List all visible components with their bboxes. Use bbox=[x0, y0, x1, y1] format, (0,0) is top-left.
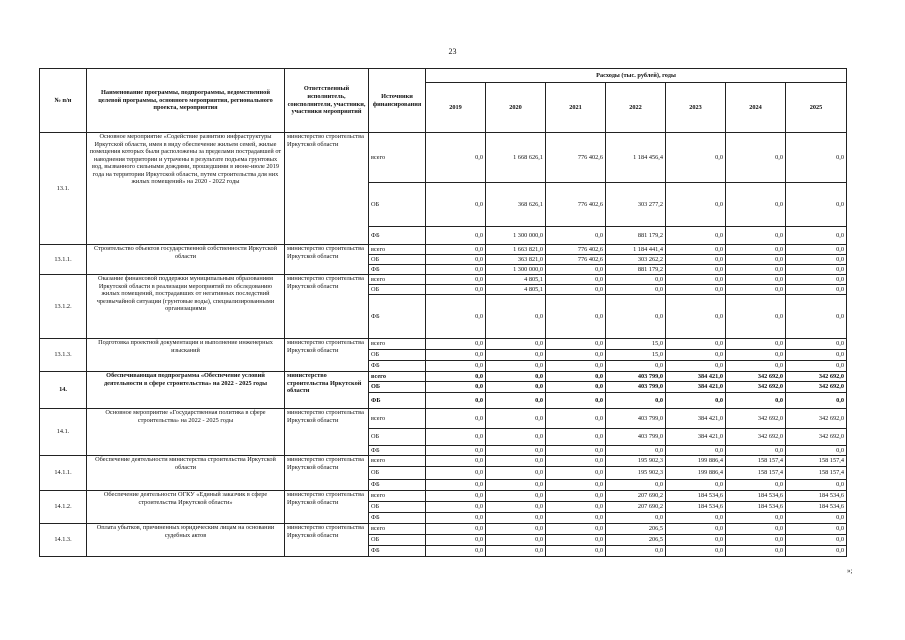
expense-value: 0,0 bbox=[486, 409, 546, 429]
funding-source: ОБ bbox=[369, 285, 426, 295]
expense-value: 0,0 bbox=[726, 513, 786, 524]
table-header bbox=[40, 69, 847, 133]
expense-value: 384 421,0 bbox=[666, 429, 726, 446]
row-number: 13.1.1. bbox=[40, 245, 87, 275]
expense-value: 1 184 456,4 bbox=[606, 133, 666, 183]
responsible-executor: министерство строительства Иркутской области bbox=[285, 275, 369, 339]
table-body bbox=[40, 133, 847, 557]
header-year: 2025 bbox=[786, 83, 847, 133]
expense-value: 342 692,0 bbox=[726, 409, 786, 429]
expense-value: 0,0 bbox=[726, 285, 786, 295]
expense-value: 0,0 bbox=[426, 339, 486, 350]
expenses-table bbox=[39, 68, 847, 557]
expense-value: 0,0 bbox=[546, 429, 606, 446]
funding-source: всего bbox=[369, 133, 426, 183]
table-row bbox=[40, 456, 847, 467]
responsible-executor: министерство строительства Иркутской области bbox=[285, 456, 369, 491]
funding-source: ФБ bbox=[369, 393, 426, 409]
expense-value: 0,0 bbox=[786, 535, 847, 546]
program-name: Оказание финансовой поддержки муниципальным образованиям Иркутской области в реализации мероприятий по обследованию жилых помещений, пострадавших от негативных последствий чрезвычайной ситуации (грунтовые воды), специализированными организациями bbox=[87, 275, 285, 339]
expense-value: 0,0 bbox=[546, 491, 606, 502]
funding-source: ФБ bbox=[369, 227, 426, 245]
expense-value: 0,0 bbox=[546, 502, 606, 513]
expense-value: 0,0 bbox=[486, 467, 546, 480]
expense-value: 0,0 bbox=[426, 480, 486, 491]
expense-value: 0,0 bbox=[546, 372, 606, 382]
expense-value: 0,0 bbox=[546, 546, 606, 557]
expense-value: 0,0 bbox=[786, 245, 847, 255]
header-name: Наименование программы, подпрограммы, ведомственной целевой программы, основного мероприятия, регионального проекта, мероприятия bbox=[87, 69, 285, 133]
expense-value: 303 277,2 bbox=[606, 183, 666, 227]
expense-value: 15,0 bbox=[606, 350, 666, 361]
end-mark: »; bbox=[847, 567, 853, 575]
expense-value: 342 692,0 bbox=[786, 372, 847, 382]
expense-value: 0,0 bbox=[606, 446, 666, 456]
expense-value: 0,0 bbox=[486, 382, 546, 393]
expense-value: 0,0 bbox=[426, 393, 486, 409]
expense-value: 0,0 bbox=[546, 350, 606, 361]
expense-value: 0,0 bbox=[546, 285, 606, 295]
expense-value: 0,0 bbox=[726, 265, 786, 275]
expense-value: 0,0 bbox=[486, 513, 546, 524]
expense-value: 0,0 bbox=[426, 546, 486, 557]
expense-value: 0,0 bbox=[726, 183, 786, 227]
expense-value: 384 421,0 bbox=[666, 382, 726, 393]
expense-value: 206,5 bbox=[606, 535, 666, 546]
expense-value: 0,0 bbox=[426, 513, 486, 524]
funding-source: ОБ bbox=[369, 255, 426, 265]
expense-value: 0,0 bbox=[426, 491, 486, 502]
program-name: Основное мероприятие «Содействие развитию инфраструктуры Иркутской области, имея в виду обеспечение жильем семей, жилые помещения которых были расположены за пределами пострадавшей от наводнения территории и утрачены в результате подъема грунтовых вод, вызванного сильными дождями, прошедшими в июне-июле 2019 года на территории Иркутской области, путем строительства для них жилых помещений» на 2020 - 2022 годы bbox=[87, 133, 285, 245]
expense-value: 0,0 bbox=[426, 350, 486, 361]
expense-value: 0,0 bbox=[546, 467, 606, 480]
table-row bbox=[40, 524, 847, 535]
expense-value: 0,0 bbox=[666, 546, 726, 557]
expense-value: 184 534,6 bbox=[726, 502, 786, 513]
expense-value: 881 179,2 bbox=[606, 265, 666, 275]
expense-value: 184 534,6 bbox=[666, 491, 726, 502]
expense-value: 0,0 bbox=[786, 350, 847, 361]
expense-value: 4 805,1 bbox=[486, 285, 546, 295]
expense-value: 0,0 bbox=[666, 133, 726, 183]
expense-value: 363 821,0 bbox=[486, 255, 546, 265]
responsible-executor: министерство строительства Иркутской области bbox=[285, 491, 369, 524]
expense-value: 0,0 bbox=[786, 546, 847, 557]
expense-value: 0,0 bbox=[666, 285, 726, 295]
expense-value: 0,0 bbox=[726, 361, 786, 372]
expense-value: 0,0 bbox=[786, 361, 847, 372]
expense-value: 0,0 bbox=[786, 524, 847, 535]
header-source: Источники финансирования bbox=[369, 69, 426, 133]
expense-value: 368 626,1 bbox=[486, 183, 546, 227]
funding-source: ОБ bbox=[369, 535, 426, 546]
page-number: 23 bbox=[448, 47, 457, 56]
expense-value: 0,0 bbox=[606, 295, 666, 339]
header-year: 2022 bbox=[606, 83, 666, 133]
expense-value: 0,0 bbox=[726, 480, 786, 491]
row-number: 13.1. bbox=[40, 133, 87, 245]
expense-value: 0,0 bbox=[786, 227, 847, 245]
expense-value: 158 157,4 bbox=[786, 467, 847, 480]
expense-value: 158 157,4 bbox=[726, 467, 786, 480]
expense-value: 0,0 bbox=[426, 409, 486, 429]
expense-value: 158 157,4 bbox=[786, 456, 847, 467]
program-name: Подготовка проектной документации и выполнение инженерных изысканий bbox=[87, 339, 285, 372]
expense-value: 0,0 bbox=[786, 255, 847, 265]
expense-value: 0,0 bbox=[486, 393, 546, 409]
expense-value: 0,0 bbox=[426, 361, 486, 372]
expense-value: 0,0 bbox=[606, 361, 666, 372]
table-row bbox=[40, 339, 847, 350]
funding-source: ФБ bbox=[369, 361, 426, 372]
expense-value: 0,0 bbox=[666, 393, 726, 409]
expense-value: 0,0 bbox=[426, 429, 486, 446]
funding-source: всего bbox=[369, 456, 426, 467]
funding-source: ОБ bbox=[369, 183, 426, 227]
expense-value: 0,0 bbox=[786, 285, 847, 295]
expense-value: 0,0 bbox=[786, 480, 847, 491]
expense-value: 0,0 bbox=[546, 513, 606, 524]
expense-value: 0,0 bbox=[546, 265, 606, 275]
expense-value: 0,0 bbox=[546, 524, 606, 535]
expense-value: 0,0 bbox=[426, 265, 486, 275]
header-year: 2024 bbox=[726, 83, 786, 133]
header-year: 2019 bbox=[426, 83, 486, 133]
expense-value: 0,0 bbox=[726, 446, 786, 456]
funding-source: всего bbox=[369, 245, 426, 255]
expense-value: 0,0 bbox=[726, 339, 786, 350]
expense-value: 184 534,6 bbox=[666, 502, 726, 513]
expense-value: 195 902,3 bbox=[606, 467, 666, 480]
expense-value: 4 805,1 bbox=[486, 275, 546, 285]
expense-value: 0,0 bbox=[486, 429, 546, 446]
header-responsible: Ответственный исполнитель, соисполнители, участники, участники мероприятий bbox=[285, 69, 369, 133]
expense-value: 0,0 bbox=[726, 255, 786, 265]
row-number: 14.1.1. bbox=[40, 456, 87, 491]
expense-value: 0,0 bbox=[486, 480, 546, 491]
funding-source: ФБ bbox=[369, 446, 426, 456]
expense-value: 0,0 bbox=[666, 295, 726, 339]
expense-value: 0,0 bbox=[546, 456, 606, 467]
expense-value: 0,0 bbox=[426, 467, 486, 480]
program-name: Обеспечение деятельности ОГКУ «Единый заказчик в сфере строительства Иркутской области» bbox=[87, 491, 285, 524]
expense-value: 0,0 bbox=[486, 350, 546, 361]
funding-source: ФБ bbox=[369, 480, 426, 491]
table-row bbox=[40, 409, 847, 429]
expense-value: 184 534,6 bbox=[786, 502, 847, 513]
expense-value: 776 402,6 bbox=[546, 255, 606, 265]
table-row bbox=[40, 491, 847, 502]
expense-value: 0,0 bbox=[666, 245, 726, 255]
expense-value: 199 886,4 bbox=[666, 456, 726, 467]
expense-value: 0,0 bbox=[606, 546, 666, 557]
expense-value: 0,0 bbox=[666, 265, 726, 275]
expense-value: 0,0 bbox=[666, 350, 726, 361]
funding-source: ФБ bbox=[369, 546, 426, 557]
expense-value: 0,0 bbox=[786, 339, 847, 350]
expense-value: 0,0 bbox=[606, 480, 666, 491]
expense-value: 1 668 626,1 bbox=[486, 133, 546, 183]
expense-value: 403 799,0 bbox=[606, 372, 666, 382]
expense-value: 199 886,4 bbox=[666, 467, 726, 480]
expense-value: 0,0 bbox=[606, 285, 666, 295]
responsible-executor: министерство строительства Иркутской области bbox=[285, 524, 369, 557]
program-name: Обеспечивающая подпрограмма «Обеспечение условий деятельности в сфере строительства» на 2022 - 2025 годы bbox=[87, 372, 285, 409]
expense-value: 403 799,0 bbox=[606, 409, 666, 429]
funding-source: ОБ bbox=[369, 350, 426, 361]
expense-value: 342 692,0 bbox=[786, 409, 847, 429]
expense-value: 0,0 bbox=[666, 275, 726, 285]
expense-value: 0,0 bbox=[606, 393, 666, 409]
program-name: Обеспечение деятельности министерства строительства Иркутской области bbox=[87, 456, 285, 491]
program-name: Оплата убытков, причиненных юридическим лицам на основании судебных актов bbox=[87, 524, 285, 557]
expense-value: 384 421,0 bbox=[666, 372, 726, 382]
header-expenses: Расходы (тыс. рублей), годы bbox=[426, 69, 847, 83]
expense-value: 207 690,2 bbox=[606, 491, 666, 502]
header-year: 2023 bbox=[666, 83, 726, 133]
expense-value: 1 300 000,0 bbox=[486, 265, 546, 275]
responsible-executor: министерство строительства Иркутской области bbox=[285, 245, 369, 275]
expense-value: 0,0 bbox=[726, 133, 786, 183]
expense-value: 0,0 bbox=[726, 275, 786, 285]
expense-value: 0,0 bbox=[726, 524, 786, 535]
expense-value: 0,0 bbox=[486, 446, 546, 456]
funding-source: ОБ bbox=[369, 429, 426, 446]
funding-source: всего bbox=[369, 275, 426, 285]
expense-value: 207 690,2 bbox=[606, 502, 666, 513]
expense-value: 0,0 bbox=[426, 275, 486, 285]
funding-source: всего bbox=[369, 339, 426, 350]
expense-value: 0,0 bbox=[726, 535, 786, 546]
expense-value: 195 902,3 bbox=[606, 456, 666, 467]
expense-value: 342 692,0 bbox=[786, 429, 847, 446]
expense-value: 881 179,2 bbox=[606, 227, 666, 245]
expense-value: 776 402,6 bbox=[546, 183, 606, 227]
expense-value: 0,0 bbox=[786, 295, 847, 339]
expense-value: 0,0 bbox=[486, 372, 546, 382]
funding-source: ФБ bbox=[369, 265, 426, 275]
expense-value: 0,0 bbox=[786, 133, 847, 183]
expense-value: 0,0 bbox=[486, 502, 546, 513]
expense-value: 0,0 bbox=[726, 350, 786, 361]
expense-value: 0,0 bbox=[546, 295, 606, 339]
expense-value: 0,0 bbox=[546, 382, 606, 393]
expense-value: 0,0 bbox=[546, 361, 606, 372]
expense-value: 384 421,0 bbox=[666, 409, 726, 429]
expense-value: 0,0 bbox=[426, 535, 486, 546]
expense-value: 0,0 bbox=[786, 275, 847, 285]
expense-value: 0,0 bbox=[546, 227, 606, 245]
expense-value: 342 692,0 bbox=[726, 429, 786, 446]
funding-source: ФБ bbox=[369, 513, 426, 524]
expense-value: 0,0 bbox=[426, 295, 486, 339]
expense-value: 403 799,0 bbox=[606, 429, 666, 446]
expense-value: 0,0 bbox=[486, 339, 546, 350]
table-row bbox=[40, 133, 847, 183]
expense-value: 0,0 bbox=[546, 275, 606, 285]
expense-value: 0,0 bbox=[426, 133, 486, 183]
expense-value: 158 157,4 bbox=[726, 456, 786, 467]
responsible-executor: министерство строительства Иркутской области bbox=[285, 133, 369, 245]
expense-value: 0,0 bbox=[666, 513, 726, 524]
expense-value: 0,0 bbox=[666, 480, 726, 491]
expense-value: 0,0 bbox=[786, 183, 847, 227]
expense-value: 0,0 bbox=[426, 372, 486, 382]
expense-value: 403 799,0 bbox=[606, 382, 666, 393]
expense-value: 0,0 bbox=[486, 546, 546, 557]
header-year: 2020 bbox=[486, 83, 546, 133]
header-num: № п/н bbox=[40, 69, 87, 133]
expense-value: 0,0 bbox=[666, 446, 726, 456]
expense-value: 0,0 bbox=[486, 295, 546, 339]
expense-value: 0,0 bbox=[546, 409, 606, 429]
expense-value: 776 402,6 bbox=[546, 245, 606, 255]
expense-value: 0,0 bbox=[786, 393, 847, 409]
expense-value: 0,0 bbox=[666, 227, 726, 245]
expense-value: 0,0 bbox=[726, 227, 786, 245]
funding-source: ОБ bbox=[369, 502, 426, 513]
row-number: 14.1.2. bbox=[40, 491, 87, 524]
expense-value: 0,0 bbox=[546, 446, 606, 456]
expense-value: 1 300 000,0 bbox=[486, 227, 546, 245]
row-number: 14. bbox=[40, 372, 87, 409]
expense-value: 0,0 bbox=[426, 502, 486, 513]
expense-value: 184 534,6 bbox=[726, 491, 786, 502]
expense-value: 0,0 bbox=[546, 535, 606, 546]
expense-value: 0,0 bbox=[666, 361, 726, 372]
expense-value: 15,0 bbox=[606, 339, 666, 350]
expense-value: 0,0 bbox=[426, 456, 486, 467]
responsible-executor: министерство строительства Иркутской области bbox=[285, 372, 369, 409]
expense-value: 0,0 bbox=[546, 339, 606, 350]
expense-value: 0,0 bbox=[786, 446, 847, 456]
row-number: 13.1.2. bbox=[40, 275, 87, 339]
funding-source: ОБ bbox=[369, 382, 426, 393]
expense-value: 0,0 bbox=[486, 491, 546, 502]
funding-source: всего bbox=[369, 491, 426, 502]
expense-value: 0,0 bbox=[726, 393, 786, 409]
expense-value: 303 262,2 bbox=[606, 255, 666, 265]
responsible-executor: министерство строительства Иркутской области bbox=[285, 339, 369, 372]
expense-value: 1 663 821,0 bbox=[486, 245, 546, 255]
expense-value: 0,0 bbox=[786, 513, 847, 524]
expense-value: 0,0 bbox=[666, 535, 726, 546]
table-row bbox=[40, 372, 847, 382]
expense-value: 0,0 bbox=[486, 456, 546, 467]
expense-value: 0,0 bbox=[426, 285, 486, 295]
expense-value: 0,0 bbox=[486, 535, 546, 546]
expense-value: 0,0 bbox=[426, 183, 486, 227]
expense-value: 0,0 bbox=[666, 255, 726, 265]
funding-source: ФБ bbox=[369, 295, 426, 339]
program-name: Основное мероприятие «Государственная политика в сфере строительства» на 2022 - 2025 годы bbox=[87, 409, 285, 456]
row-number: 14.1.3. bbox=[40, 524, 87, 557]
expense-value: 0,0 bbox=[666, 524, 726, 535]
program-name: Строительство объектов государственной собственности Иркутской области bbox=[87, 245, 285, 275]
expense-value: 0,0 bbox=[486, 524, 546, 535]
expense-value: 0,0 bbox=[426, 245, 486, 255]
expense-value: 342 692,0 bbox=[726, 372, 786, 382]
expense-value: 0,0 bbox=[426, 524, 486, 535]
expense-value: 0,0 bbox=[426, 227, 486, 245]
expense-value: 0,0 bbox=[426, 255, 486, 265]
row-number: 14.1. bbox=[40, 409, 87, 456]
expense-value: 0,0 bbox=[726, 546, 786, 557]
table-row bbox=[40, 275, 847, 285]
funding-source: ОБ bbox=[369, 467, 426, 480]
responsible-executor: министерство строительства Иркутской области bbox=[285, 409, 369, 456]
expense-value: 1 184 441,4 bbox=[606, 245, 666, 255]
expense-value: 206,5 bbox=[606, 524, 666, 535]
expense-value: 184 534,6 bbox=[786, 491, 847, 502]
expense-value: 0,0 bbox=[426, 446, 486, 456]
expense-value: 776 402,6 bbox=[546, 133, 606, 183]
expense-value: 0,0 bbox=[726, 295, 786, 339]
expense-value: 0,0 bbox=[606, 275, 666, 285]
expense-value: 0,0 bbox=[546, 480, 606, 491]
expense-value: 0,0 bbox=[486, 361, 546, 372]
header-year: 2021 bbox=[546, 83, 606, 133]
expense-value: 0,0 bbox=[726, 245, 786, 255]
funding-source: всего bbox=[369, 372, 426, 382]
expense-value: 342 692,0 bbox=[786, 382, 847, 393]
funding-source: всего bbox=[369, 524, 426, 535]
funding-source: всего bbox=[369, 409, 426, 429]
row-number: 13.1.3. bbox=[40, 339, 87, 372]
expense-value: 0,0 bbox=[426, 382, 486, 393]
expense-value: 0,0 bbox=[606, 513, 666, 524]
expense-value: 0,0 bbox=[666, 339, 726, 350]
expense-value: 0,0 bbox=[666, 183, 726, 227]
expense-value: 0,0 bbox=[546, 393, 606, 409]
table-row bbox=[40, 245, 847, 255]
expense-value: 342 692,0 bbox=[726, 382, 786, 393]
expense-value: 0,0 bbox=[786, 265, 847, 275]
